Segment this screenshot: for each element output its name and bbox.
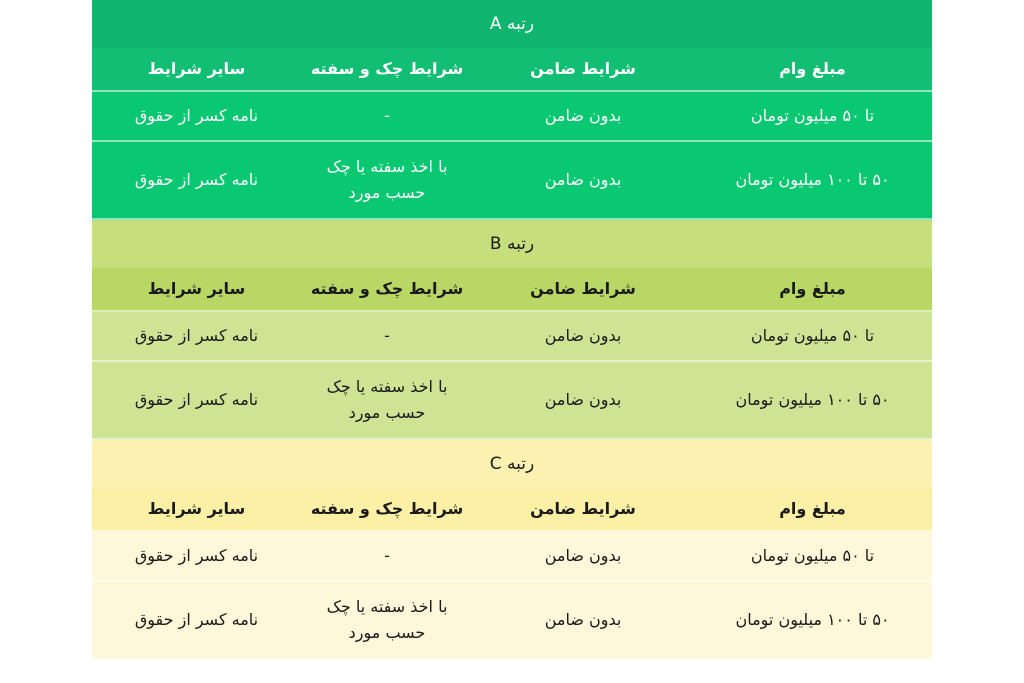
guarantor-cell: بدون ضامن: [544, 106, 622, 125]
check-line-1: با اخذ سفته یا چک: [326, 157, 448, 176]
check-cell: -: [384, 106, 390, 125]
other-conditions-cell: نامه کسر از حقوق: [134, 170, 259, 189]
loan-conditions-table: [92, 0, 932, 660]
header-loan-amount: مبلغ وام: [779, 279, 846, 298]
check-line-1: با اخذ سفته یا چک: [326, 597, 448, 616]
check-line-2: حسب مورد: [348, 403, 426, 422]
loan-amount-cell: ۵۰ تا ۱۰۰ میلیون تومان: [735, 610, 890, 629]
loan-amount-cell: تا ۵۰ میلیون تومان: [750, 326, 875, 345]
tier-b-header-row: [92, 268, 932, 312]
header-loan-amount: مبلغ وام: [779, 59, 846, 78]
check-cell: [301, 154, 473, 206]
header-guarantor: شرایط ضامن: [530, 279, 636, 298]
header-guarantor: شرایط ضامن: [530, 499, 636, 518]
check-line-1: با اخذ سفته یا چک: [326, 377, 448, 396]
check-line-2: حسب مورد: [348, 623, 426, 642]
other-conditions-cell: نامه کسر از حقوق: [134, 546, 259, 565]
tier-c-section: [92, 440, 932, 660]
loan-amount-cell: ۵۰ تا ۱۰۰ میلیون تومان: [735, 390, 890, 409]
header-other-conditions: سایر شرایط: [147, 59, 246, 78]
check-cell: -: [384, 546, 390, 565]
guarantor-cell: بدون ضامن: [544, 170, 622, 189]
table-row: [92, 362, 932, 440]
guarantor-cell: بدون ضامن: [544, 390, 622, 409]
check-cell: [301, 374, 473, 426]
check-line-2: حسب مورد: [348, 183, 426, 202]
tier-c-title: رتبه C: [92, 440, 932, 488]
header-other-conditions: سایر شرایط: [147, 499, 246, 518]
tier-b-title: رتبه B: [92, 220, 932, 268]
table-row: [92, 532, 932, 582]
table-row: [92, 92, 932, 142]
other-conditions-cell: نامه کسر از حقوق: [134, 106, 259, 125]
other-conditions-cell: نامه کسر از حقوق: [134, 326, 259, 345]
guarantor-cell: بدون ضامن: [544, 326, 622, 345]
loan-amount-cell: ۵۰ تا ۱۰۰ میلیون تومان: [735, 170, 890, 189]
tier-a-header-row: [92, 48, 932, 92]
check-cell: -: [384, 326, 390, 345]
table-row: [92, 312, 932, 362]
header-loan-amount: مبلغ وام: [779, 499, 846, 518]
header-other-conditions: سایر شرایط: [147, 279, 246, 298]
table-row: [92, 142, 932, 220]
other-conditions-cell: نامه کسر از حقوق: [134, 610, 259, 629]
loan-amount-cell: تا ۵۰ میلیون تومان: [750, 546, 875, 565]
tier-b-section: [92, 220, 932, 440]
header-guarantor: شرایط ضامن: [530, 59, 636, 78]
loan-amount-cell: تا ۵۰ میلیون تومان: [750, 106, 875, 125]
tier-a-section: [92, 0, 932, 220]
guarantor-cell: بدون ضامن: [544, 546, 622, 565]
tier-c-header-row: [92, 488, 932, 532]
header-check-promissory: شرایط چک و سفته: [310, 59, 464, 78]
tier-a-title: رتبه A: [92, 0, 932, 48]
table-row: [92, 582, 932, 660]
other-conditions-cell: نامه کسر از حقوق: [134, 390, 259, 409]
check-cell: [301, 594, 473, 646]
header-check-promissory: شرایط چک و سفته: [310, 279, 464, 298]
guarantor-cell: بدون ضامن: [544, 610, 622, 629]
header-check-promissory: شرایط چک و سفته: [310, 499, 464, 518]
